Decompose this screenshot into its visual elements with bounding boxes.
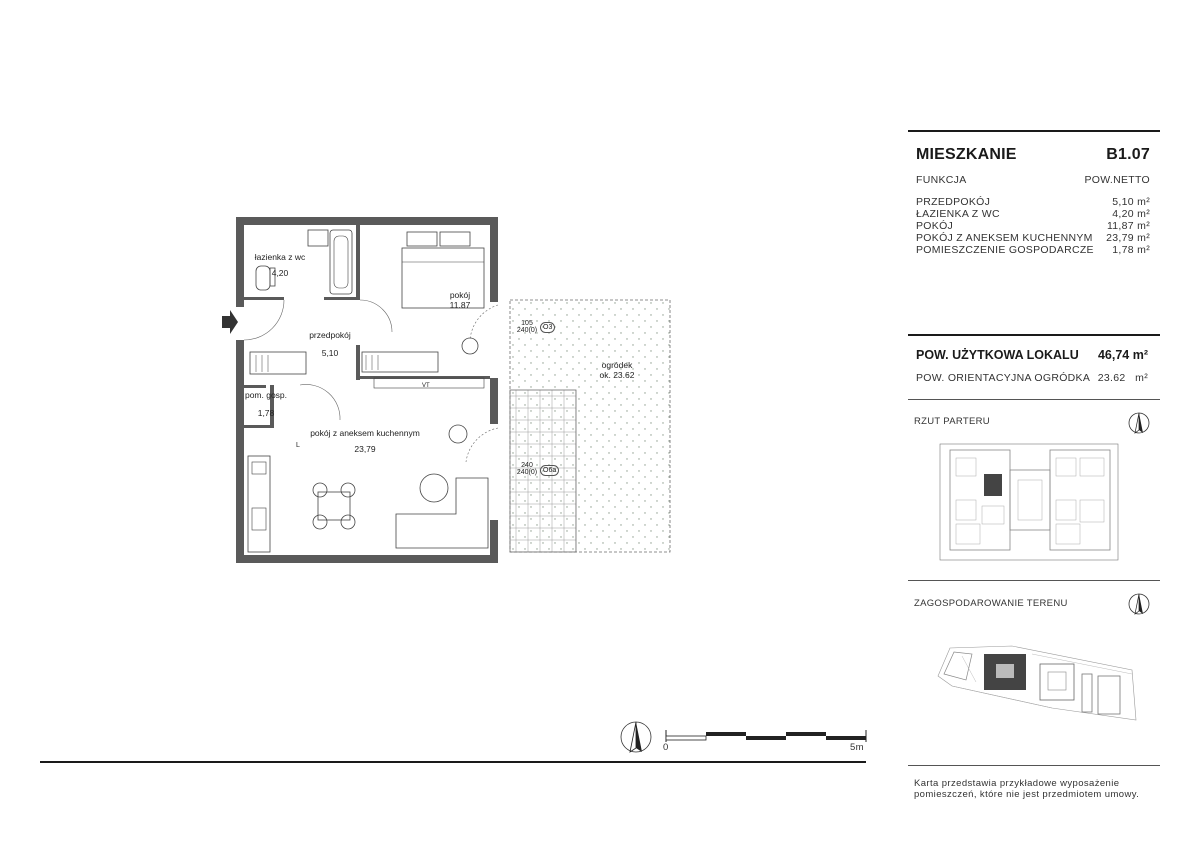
site-plan-map [932, 636, 1142, 726]
disclaimer-line: pomieszczeń, które nie jest przedmiotem umowy. [914, 789, 1140, 800]
fridge-label: L [296, 442, 300, 449]
usable-value: 46,74 m² [1097, 348, 1148, 362]
apartment-code: B1.07 [1106, 146, 1150, 163]
garden-row [916, 372, 1148, 384]
window1-label: 105 240(0) [516, 320, 538, 334]
scale-bar [662, 728, 872, 744]
room-name: PRZEDPOKÓJ [916, 196, 991, 208]
summary-rule [908, 334, 1160, 336]
list-item [916, 208, 1150, 220]
north-arrow-icon [1128, 591, 1150, 617]
room-area: 11,87 m² [1106, 220, 1150, 232]
apartment-info [908, 140, 1160, 270]
bottom-rule [40, 761, 866, 763]
utility-label: pom. gosp. 1,78 [244, 390, 288, 418]
window1-code: O3 [540, 322, 555, 333]
window2-label: 240 240(0) [516, 462, 538, 476]
usable-area-summary [908, 344, 1160, 394]
ground-floor-key-plan [938, 440, 1120, 566]
ground-floor-title: RZUT PARTERU [914, 416, 990, 427]
scale-start: 0 [663, 742, 669, 753]
room-list [916, 196, 1150, 256]
vt-label: VT [422, 383, 430, 389]
living-label: pokój z aneksem kuchennym 23,79 [310, 428, 420, 454]
room-area: 23,79 m² [1106, 232, 1150, 244]
table-header [908, 174, 1160, 186]
disclaimer-line: Karta przedstawia przykładowe wyposażenie [914, 778, 1120, 789]
list-item [916, 220, 1150, 232]
disclaimer [914, 778, 1154, 800]
apartment-heading: MIESZKANIE [916, 146, 1017, 163]
disclaimer-rule [908, 765, 1160, 766]
list-item [916, 244, 1150, 256]
garden-label: ogródek ok. 23.62 [599, 360, 635, 380]
room-area: 5,10 m² [1112, 196, 1150, 208]
room-name: ŁAZIENKA Z WC [916, 208, 1000, 220]
window2-code: O6a [540, 465, 559, 476]
garden-value: 23.62 m² [1097, 372, 1148, 384]
garden-label-text: POW. ORIENTACYJNA OGRÓDKA [916, 372, 1091, 384]
section-rule [908, 399, 1160, 400]
room-area: 4,20 m² [1112, 208, 1150, 220]
room-area: 1,78 m² [1112, 244, 1150, 256]
list-item [916, 232, 1150, 244]
room-label: pokój 11.87 [449, 290, 471, 310]
room-name: POKÓJ [916, 220, 954, 232]
bathroom-label: łazienka z wc 4,20 [254, 252, 306, 278]
room-name: POMIESZCZENIE GOSPODARCZE [916, 244, 1094, 256]
north-arrow-icon [620, 718, 652, 756]
col-area: POW.NETTO [1084, 174, 1150, 186]
list-item [916, 196, 1150, 208]
north-arrow-icon [1128, 410, 1150, 436]
entrance-arrow-icon [222, 310, 238, 334]
panel-top-rule [908, 130, 1160, 132]
col-function: FUNKCJA [916, 174, 967, 186]
section-rule [908, 580, 1160, 581]
hall-label: przedpokój 5,10 [309, 330, 351, 358]
room-name: POKÓJ Z ANEKSEM KUCHENNYM [916, 232, 1093, 244]
scale-end: 5m [850, 742, 864, 753]
site-plan-title: ZAGOSPODAROWANIE TERENU [914, 598, 1068, 609]
usable-label: POW. UŻYTKOWA LOKALU [916, 348, 1079, 362]
